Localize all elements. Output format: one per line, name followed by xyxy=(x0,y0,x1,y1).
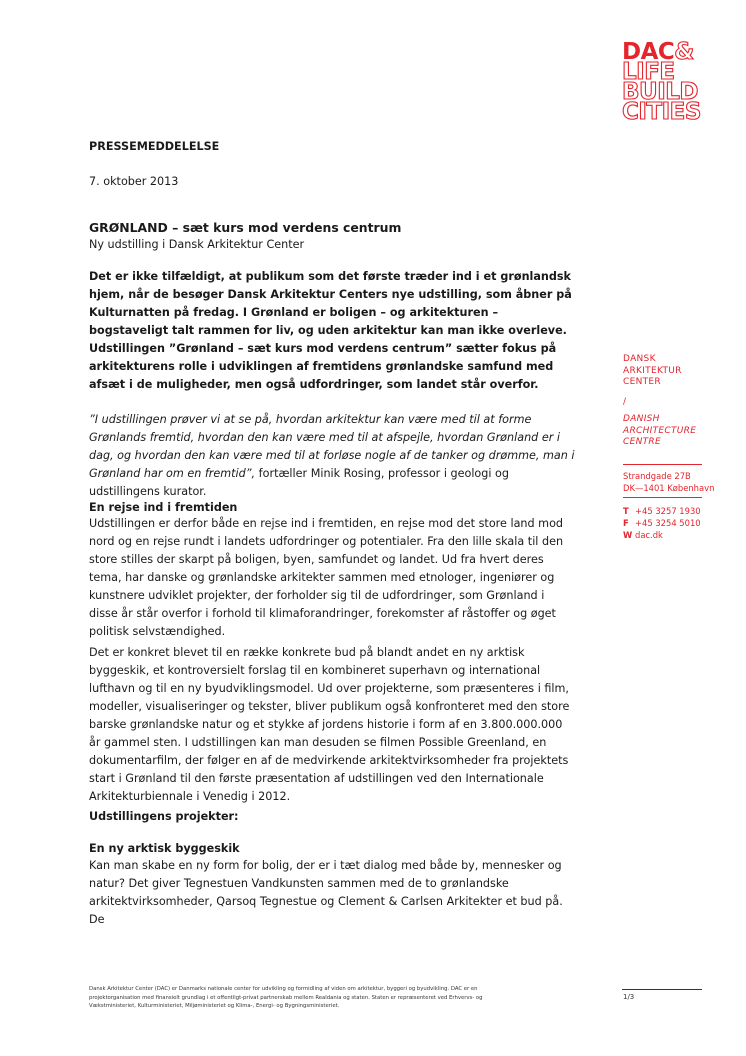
section1-paragraph1: Udstillingen er derfor både en rejse ind i fremtiden, en rejse mod det store land mod nord og en rejse rundt i landets udfordringer og potentialer. Fra den lille skala til den store stilles der skarpt på boligen, byen, samfundet og landet. Ud fra hvert deres tema, har danske og grønlandske arkitekter sammen med etnologer, ingeniører og kunstnere udviklet projekter, der forholder sig til de udfordringer, som Grønland i disse år står overfor i forhold til klimaforandringer, forekomster af råstoffer og øget politisk selvstændighed. xyxy=(89,517,564,638)
sidebar-slash: / xyxy=(623,397,627,407)
dac-logo xyxy=(622,39,734,125)
page-number: 1/3 xyxy=(623,993,635,1001)
sidebar-address: Strandgade 27B DK—1401 København xyxy=(623,471,715,493)
sidebar-org-name-da: DANSK ARKITEKTUR CENTER xyxy=(623,354,682,387)
logo-line-life: LIFE xyxy=(622,59,675,85)
quote-attribution: fortæller Minik Rosing, professor i geologi og udstillingens kurator. xyxy=(89,467,509,498)
document-label: PRESSEMEDDELELSE xyxy=(89,140,220,153)
contact-web[interactable]: W dac.dk xyxy=(623,530,663,540)
logo-line-build: BUILD xyxy=(622,79,699,105)
section1-paragraph2: Det er konkret blevet til en række konkrete bud på blandt andet en ny arktisk byggeskik, et kontroversielt forslag til en kombineret superhavn og international lufthavn og til en ny byudviklingsmodel. Ud over projekterne, som præsenteres i film, modeller, visualiseringer og tekster, bliver publikum også konfronteret med den store barske grønlandske natur og et stykke af jordens historie i form af en 3.800.000.000 år gammel sten. I udstillingen kan man desuden se filmen Possible Greenland, en dokumentarfilm, der følger en af de medvirkende arkitektvirksomheder fra projektets start i Grønland til den første præsentation af udstillingen ved den Internationale Arkitekturbiennale i Venedig i 2012. xyxy=(89,646,570,803)
quote-text: ”I udstillingen prøver vi at se på, hvordan arkitektur kan være med til at forme Grønlands fremtid, hvordan den kan være med til at afspejle, hvordan Grønland er i dag, og hvordan den kan være med til at forløse nogle af de tanker og drømme, man i Grønland har om en fremtid”, xyxy=(89,413,575,480)
section3-paragraph1: Kan man skabe en ny form for bolig, der er i tæt dialog med både by, mennesker og natur? Det giver Tegnestuen Vandkunsten sammen med de to grønlandske arkitektvirksomheder, Qarsoq Tegnestue og Clement & Carlsen Arkitekter et bud på. De xyxy=(89,859,563,926)
footer-page-rule xyxy=(622,989,702,990)
section-heading-journey: En rejse ind i fremtiden xyxy=(89,501,238,514)
sidebar-org-name-en: DANISH ARCHITECTURE CENTRE xyxy=(623,414,697,447)
article-title: GRØNLAND – sæt kurs mod verdens centrum xyxy=(89,220,402,235)
sidebar-divider-1 xyxy=(623,464,702,465)
document-date: 7. oktober 2013 xyxy=(89,175,179,188)
sidebar-divider-2 xyxy=(623,497,702,498)
footer-disclaimer: Dansk Arkitektur Center (DAC) er Danmarks nationale center for udvikling og formidling af viden om arkitektur, byggeri og byudvikling. DAC er en projektorganisation med finansielt grundlag i et offentligt-privat partnerskab mellem Realdania og staten. Staten er repræsenteret ved Erhvervs- og Vækstministeriet, Kulturministeriet, Miljøministeriet og Klima-, Energi- og Bygningsministeriet. xyxy=(89,986,483,1010)
logo-line-cities: CITIES xyxy=(622,99,701,125)
sidebar-contact xyxy=(623,505,701,541)
contact-fax: F +45 3254 5010 xyxy=(623,518,701,528)
article-subtitle: Ny udstilling i Dansk Arkitektur Center xyxy=(89,238,305,251)
lead-paragraph: Det er ikke tilfældigt, at publikum som det første træder ind i et grønlandsk hjem, når de besøger Dansk Arkitektur Centers nye udstilling, som åbner på Kulturnatten på fredag. I Grønland er boligen – og arkitekturen – bogstaveligt talt rammen for liv, og uden arkitektur kan man ikke overleve. Udstillingen ”Grønland – sæt kurs mod verdens centrum” sætter fokus på arkitekturens rolle i udviklingen af fremtidens grønlandske samfund med afsæt i de muligheder, men også udfordringer, som landet står overfor. xyxy=(89,270,572,391)
logo-line-dac: DAC& xyxy=(622,39,694,65)
section-heading-projects: Udstillingens projekter: xyxy=(89,810,239,823)
contact-phone: T +45 3257 1930 xyxy=(623,506,701,516)
quote-paragraph xyxy=(89,411,575,501)
section-heading-arctic: En ny arktisk byggeskik xyxy=(89,842,240,855)
